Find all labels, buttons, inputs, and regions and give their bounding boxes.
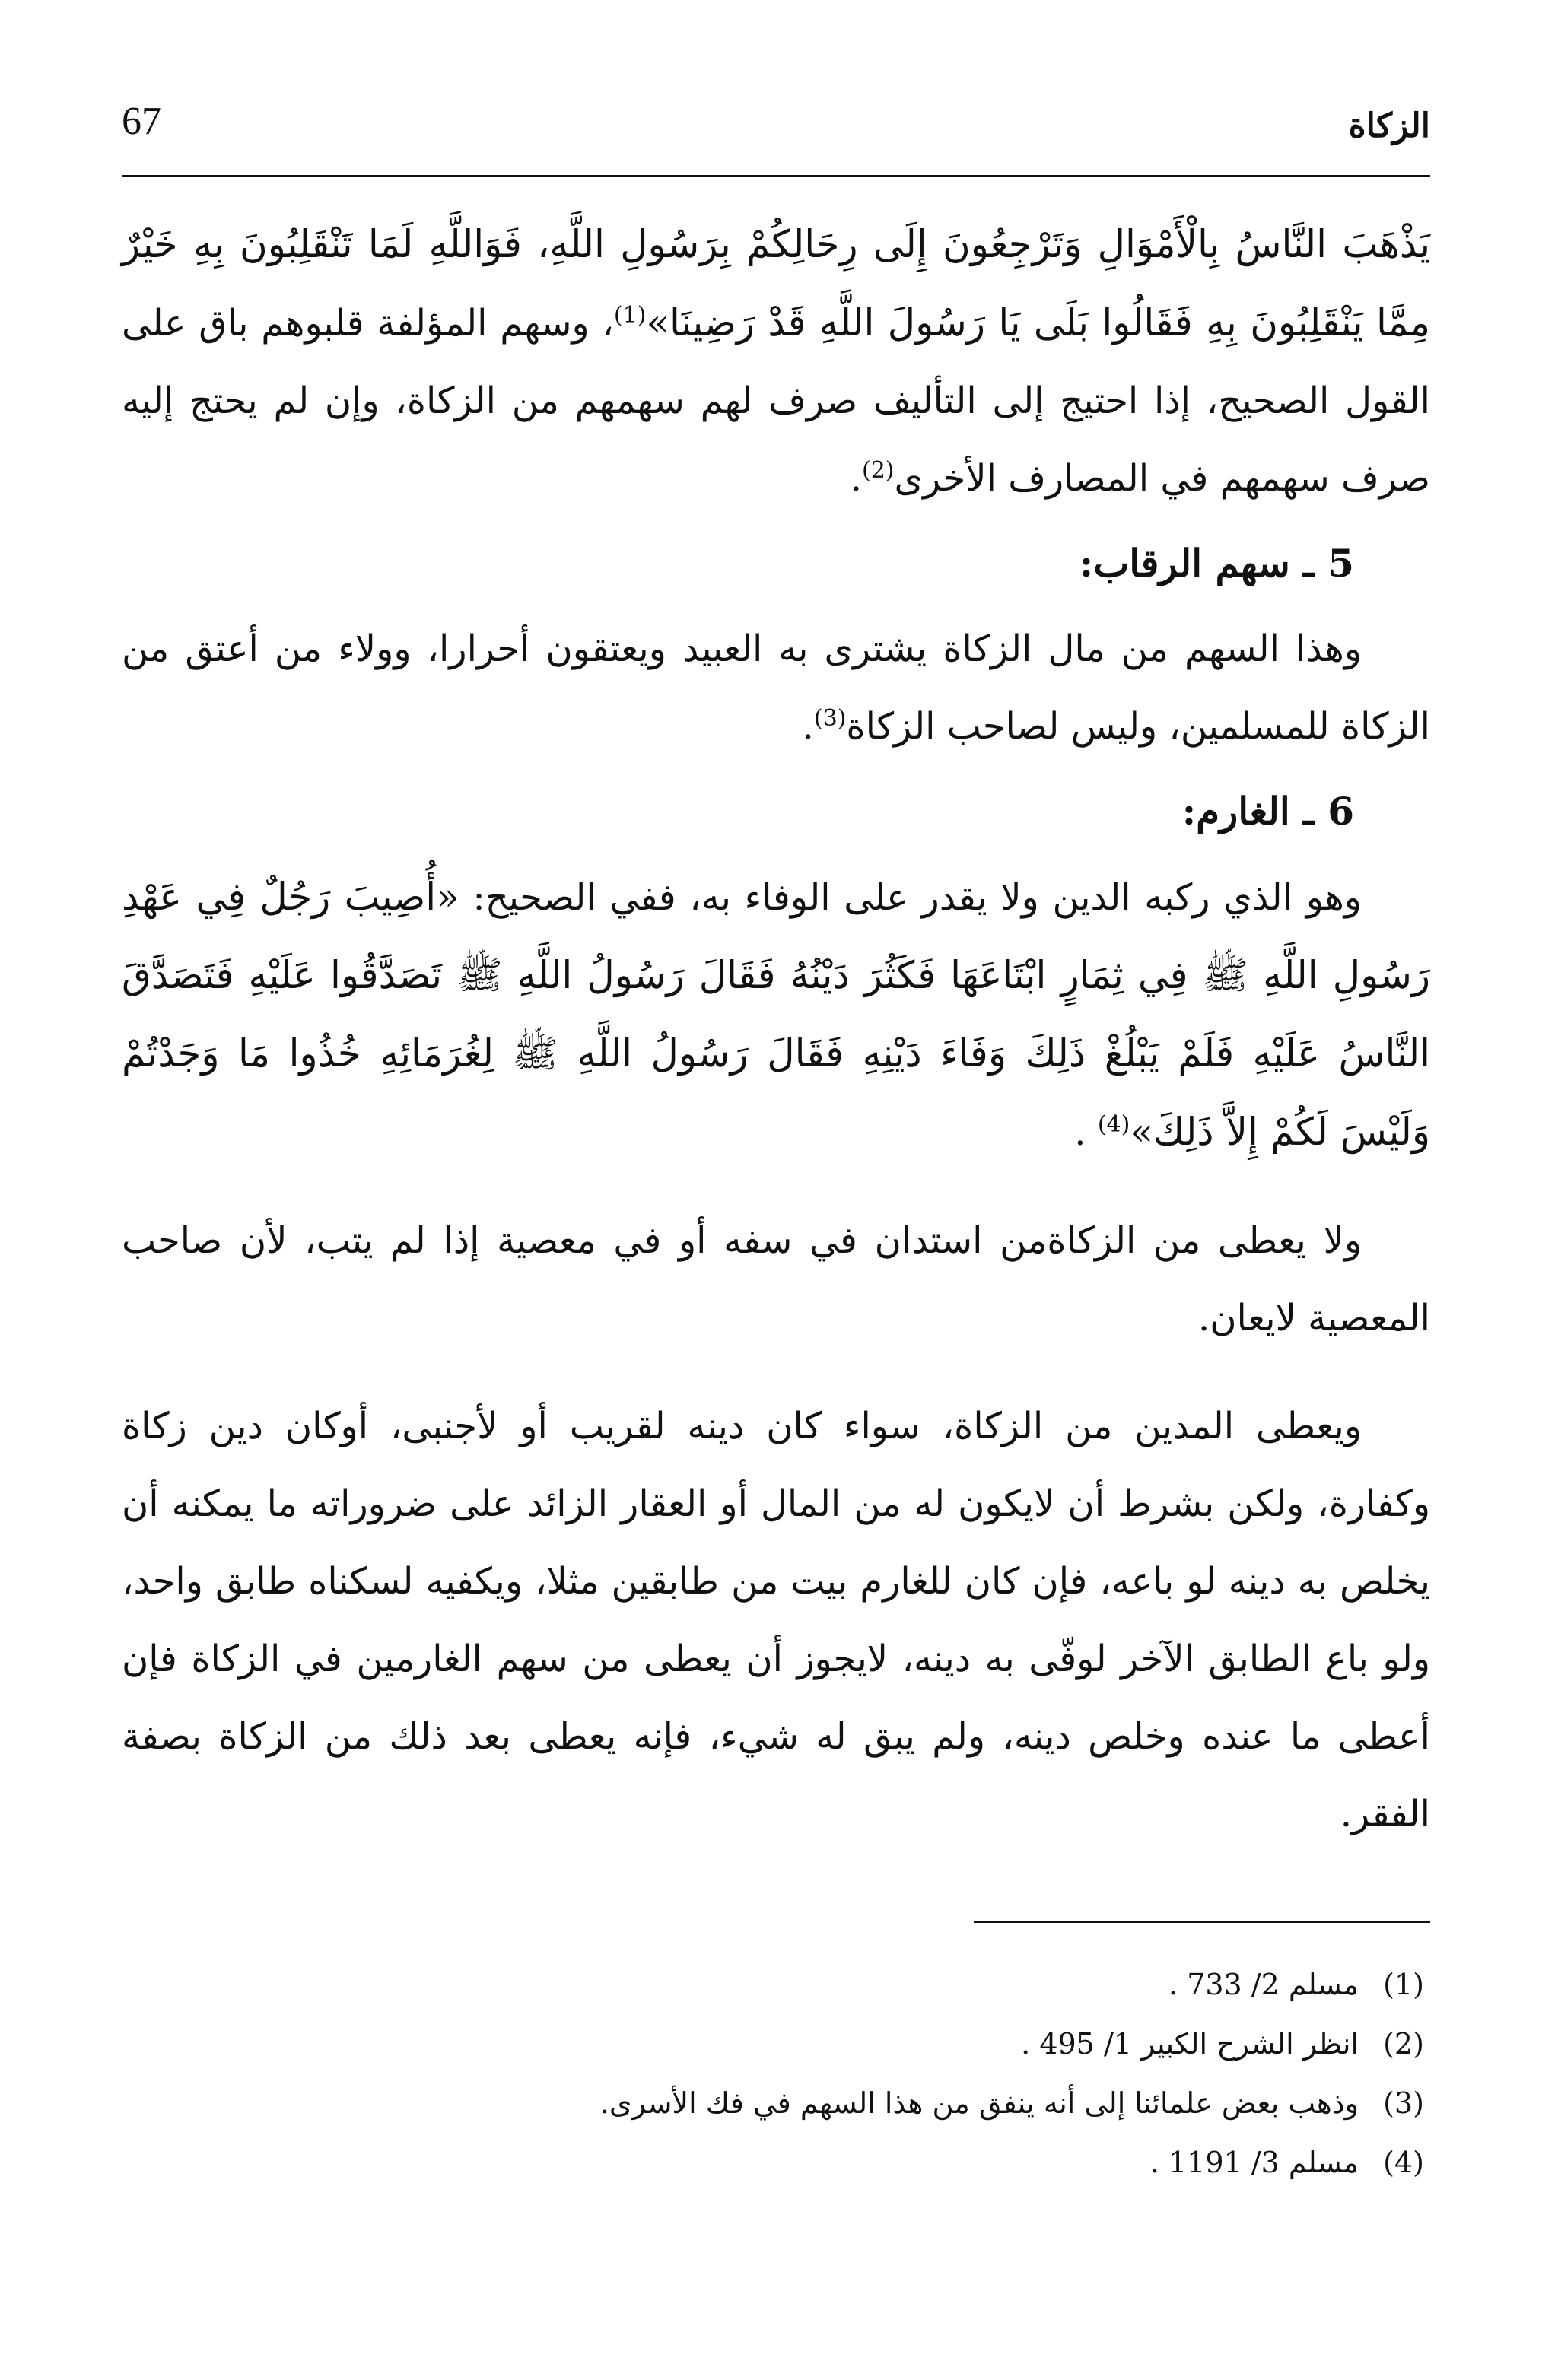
footnote-text: انظر الشرح الكبير 1/ 495 . bbox=[1021, 2027, 1359, 2061]
footnote-text: وذهب بعض علمائنا إلى أنه ينفق من هذا السهم في فك الأسرى. bbox=[599, 2086, 1359, 2120]
paragraph-3-text: وهو الذي ركبه الدين ولا يقدر على الوفاء به، ففي الصحيح: bbox=[459, 876, 1362, 919]
spacer bbox=[122, 1357, 1430, 1387]
footnote-ref-4: (4) bbox=[1097, 1111, 1130, 1138]
footnote-number: (4) bbox=[1383, 2146, 1424, 2179]
footnote-item bbox=[122, 2073, 1430, 2133]
header-rule bbox=[122, 175, 1430, 177]
paragraph-2-text: وهذا السهم من مال الزكاة يشترى به العبيد ويعتقون أحرارا، وولاء من أعتق من الزكاة للمسلمين، وليس لصاحب الزكاة bbox=[122, 628, 1430, 748]
footnotes bbox=[122, 1955, 1430, 2192]
book-page bbox=[122, 68, 1430, 2320]
footnote-item bbox=[122, 1955, 1430, 2014]
paragraph-1-end: . bbox=[850, 457, 862, 500]
footnote-text: مسلم 2/ 733 . bbox=[1168, 1968, 1359, 2001]
quoted-hadith-text: يَذْهَبَ النَّاسُ بِالْأَمْوَالِ وَتَرْجِعُونَ إِلَى رِحَالِكُمْ بِرَسُولِ اللَّهِ، فَوَاللَّهِ لَمَا تَنْقَلِبُونَ بِهِ خَيْرٌ مِمَّا يَنْقَلِبُونَ بِهِ فَقَالُوا بَلَى يَا رَسُولَ اللَّهِ قَدْ رَضِينَا» bbox=[122, 222, 1430, 345]
paragraph-4: ولا يعطى من الزكاةمن استدان في سفه أو في معصية إذا لم يتب، لأن صاحب المعصية لايعان. bbox=[122, 1219, 1430, 1339]
footnote-ref-3: (3) bbox=[813, 705, 847, 732]
spacer bbox=[122, 1171, 1430, 1202]
footnote-number: (2) bbox=[1383, 2027, 1424, 2061]
footnote-number: (3) bbox=[1383, 2086, 1424, 2120]
hadith-quote: «أُصِيبَ رَجُلٌ فِي عَهْدِ رَسُولِ اللَّهِ ﷺ فِي ثِمَارٍ ابْتَاعَهَا فَكَثُرَ دَيْنُهُ فَقَالَ رَسُولُ اللَّهِ ﷺ تَصَدَّقُوا عَلَيْهِ فَتَصَدَّقَ النَّاسُ عَلَيْهِ فَلَمْ يَبْلُغْ ذَلِكَ وَفَاءَ دَيْنِهِ فَقَالَ رَسُولُ اللَّهِ ﷺ لِغُرَمَائِهِ خُذُوا مَا وَجَدْتُمْ وَلَيْسَ لَكُمْ إِلاَّ ذَلِكَ» bbox=[122, 875, 1430, 1154]
paragraph-3 bbox=[122, 858, 1430, 1171]
paragraph-1-text: ، وسهم المؤلفة قلبوهم باق على القول الصحيح، إذا احتيج إلى التأليف صرف لهم سهمهم من الزكاة، وإن لم يحتج إليه صرف سهمهم في المصارف الأخرى bbox=[122, 302, 1430, 500]
paragraph-2-end: . bbox=[802, 705, 814, 748]
page-number: 67 bbox=[122, 100, 161, 143]
footnote-number: (1) bbox=[1383, 1968, 1424, 2001]
main-text bbox=[122, 205, 1430, 1853]
paragraph-1 bbox=[122, 205, 1430, 517]
paragraph-2 bbox=[122, 610, 1430, 765]
paragraph-3-end: . bbox=[1074, 1111, 1098, 1154]
footnote-item bbox=[122, 2133, 1430, 2192]
running-title: الزكاة bbox=[1348, 106, 1430, 145]
footnote-text: مسلم 3/ 1191 . bbox=[1149, 2146, 1359, 2179]
section-heading-5: 5 ـ سهم الرقاب: bbox=[1079, 541, 1354, 586]
paragraph-5: ويعطى المدين من الزكاة، سواء كان دينه لقريب أو لأجنبى، أوكان دين زكاة وكفارة، ولكن بشرط أن لايكون له من المال أو العقار الزائد على ضروراته ما يمكنه أن يخلص به دينه لو باعه، فإن كان للغارم بيت من طابقين مثلا، ويكفيه لسكناه طابق واحد، ولو باع الطابق الآخر لوفّى به دينه، لايجوز أن يعطى من سهم الغارمين في الزكاة فإن أعطى ما عنده وخلص دينه، ولم يبق له شيء، فإنه يعطى بعد ذلك من الزكاة بصفة الفقر. bbox=[122, 1405, 1431, 1835]
footnote-rule bbox=[974, 1921, 1430, 1923]
footnote-ref-2: (2) bbox=[861, 457, 895, 484]
footnote-item bbox=[122, 2014, 1430, 2073]
section-heading-6: 6 ـ الغارم: bbox=[1181, 789, 1354, 834]
footnote-ref-1: (1) bbox=[613, 302, 647, 329]
